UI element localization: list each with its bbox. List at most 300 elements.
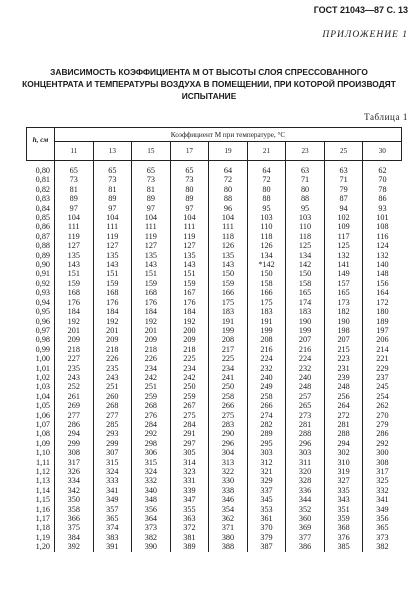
coefficient-cell: 229	[363, 364, 402, 373]
coefficient-cell: 207	[286, 335, 325, 344]
coefficient-cell: 225	[170, 354, 209, 363]
height-cell: 0,82	[35, 184, 50, 194]
height-cell: 0,93	[35, 288, 50, 298]
table-row	[27, 204, 402, 213]
coefficient-cell: 183	[247, 307, 286, 316]
coefficient-cell: 288	[324, 429, 363, 438]
coefficient-cell: 384	[55, 533, 94, 542]
table-row	[27, 335, 402, 344]
height-cell: 0,95	[35, 307, 50, 317]
height-cell: 0,87	[35, 231, 50, 241]
document-title: ЗАВИСИМОСТЬ КОЭФФИЦИЕНТА М ОТ ВЫСОТЫ СЛОЯ СПРЕССОВАННОГО КОНЦЕНТРАТА И ТЕМПЕРАТУРЫ ВОЗДУХА В ПОМЕЩЕНИИ, ПРИ КОТОРОЙ ПРОИЗВОДЯТ ИСПЫТАНИЕ	[22, 67, 396, 101]
coefficient-cell: 119	[93, 232, 132, 241]
coefficient-cell: 143	[132, 260, 171, 269]
coefficient-cell: 345	[247, 495, 286, 504]
appendix-label: ПРИЛОЖЕНИЕ 1	[322, 30, 408, 40]
coefficient-cell: 383	[93, 533, 132, 542]
coefficient-cell: 103	[286, 213, 325, 222]
coefficient-cell: 135	[93, 251, 132, 260]
table-row	[27, 185, 402, 194]
coefficient-cell: 380	[209, 533, 248, 542]
coefficient-cell: 63	[324, 161, 363, 176]
height-cell: 1,20	[35, 542, 50, 552]
coefficient-cell: 201	[55, 326, 94, 335]
coefficient-cell: 209	[93, 335, 132, 344]
coefficient-cell: 373	[132, 523, 171, 532]
coefficient-cell: 374	[93, 523, 132, 532]
coefficient-cell: 303	[286, 448, 325, 457]
coefficient-cell: 95	[286, 204, 325, 213]
table-row	[27, 345, 402, 354]
table-row	[27, 392, 402, 401]
table-row	[27, 269, 402, 278]
coefficient-cell: 231	[324, 364, 363, 373]
coefficient-cell: 323	[170, 467, 209, 476]
table-row	[27, 317, 402, 326]
coefficient-cell: 317	[55, 458, 94, 467]
coefficient-cell: 192	[170, 317, 209, 326]
coefficient-cell: 73	[170, 175, 209, 184]
coefficient-cell: 364	[132, 514, 171, 523]
coefficient-cell: 143	[55, 260, 94, 269]
coefficient-cell: 221	[363, 354, 402, 363]
height-cell: 1,03	[35, 382, 50, 392]
temperature-header-row	[27, 142, 402, 161]
coefficient-cell: 199	[286, 326, 325, 335]
coefficient-cell: 96	[209, 204, 248, 213]
coefficient-table	[26, 127, 402, 552]
coefficient-cell: 260	[93, 392, 132, 401]
coefficient-cell: 289	[247, 429, 286, 438]
height-column-header: h, см	[27, 128, 55, 161]
coefficient-cell: 168	[132, 288, 171, 297]
coefficient-cell: 276	[132, 411, 171, 420]
coefficient-cell: 369	[286, 523, 325, 532]
coefficient-group-header: Коэффициент М при температуре, °С	[55, 128, 402, 142]
coefficient-cell: 235	[93, 364, 132, 373]
coefficient-cell: 78	[363, 185, 402, 194]
coefficient-cell: *142	[247, 260, 286, 269]
coefficient-cell: 119	[170, 232, 209, 241]
coefficient-cell: 331	[170, 476, 209, 485]
coefficient-cell: 158	[286, 279, 325, 288]
coefficient-cell: 389	[170, 542, 209, 551]
coefficient-cell: 333	[93, 476, 132, 485]
coefficient-cell: 335	[324, 486, 363, 495]
coefficient-cell: 209	[170, 335, 209, 344]
coefficient-cell: 284	[132, 420, 171, 429]
coefficient-cell: 132	[324, 251, 363, 260]
coefficient-cell: 81	[55, 185, 94, 194]
coefficient-cell: 348	[132, 495, 171, 504]
coefficient-cell: 248	[286, 382, 325, 391]
height-cell: 1,08	[35, 429, 50, 439]
coefficient-cell: 350	[55, 495, 94, 504]
coefficient-cell: 117	[324, 232, 363, 241]
coefficient-cell: 258	[247, 392, 286, 401]
coefficient-cell: 353	[247, 505, 286, 514]
coefficient-cell: 95	[247, 204, 286, 213]
coefficient-cell: 224	[286, 354, 325, 363]
coefficient-cell: 254	[363, 392, 402, 401]
coefficient-cell: 174	[286, 298, 325, 307]
coefficient-cell: 109	[324, 222, 363, 231]
coefficient-cell: 111	[209, 222, 248, 231]
table-row	[27, 429, 402, 438]
coefficient-cell: 127	[132, 241, 171, 250]
coefficient-cell: 256	[324, 392, 363, 401]
coefficient-cell: 65	[93, 161, 132, 176]
height-cell: 1,16	[35, 504, 50, 514]
coefficient-cell: 72	[209, 175, 248, 184]
coefficient-cell: 326	[55, 467, 94, 476]
coefficient-cell: 192	[132, 317, 171, 326]
coefficient-cell: 157	[324, 279, 363, 288]
table-caption: Таблица 1	[364, 112, 408, 122]
coefficient-cell: 89	[170, 194, 209, 203]
coefficient-cell: 234	[132, 364, 171, 373]
coefficient-cell: 258	[209, 392, 248, 401]
coefficient-cell: 234	[209, 364, 248, 373]
coefficient-cell: 227	[55, 354, 94, 363]
coefficient-cell: 259	[170, 392, 209, 401]
coefficient-cell: 191	[209, 317, 248, 326]
coefficient-cell: 385	[324, 542, 363, 551]
height-cell: 0,91	[35, 269, 50, 279]
coefficient-cell: 111	[170, 222, 209, 231]
coefficient-cell: 275	[170, 411, 209, 420]
height-cell: 0,80	[35, 166, 50, 175]
height-cell: 1,01	[35, 363, 50, 373]
coefficient-cell: 71	[324, 175, 363, 184]
coefficient-cell: 65	[55, 161, 94, 176]
coefficient-cell: 317	[363, 467, 402, 476]
coefficient-cell: 251	[93, 382, 132, 391]
coefficient-cell: 303	[247, 448, 286, 457]
coefficient-cell: 310	[324, 458, 363, 467]
coefficient-cell: 104	[132, 213, 171, 222]
coefficient-cell: 358	[55, 505, 94, 514]
height-cell: 1,15	[35, 495, 50, 505]
coefficient-cell: 294	[55, 429, 94, 438]
coefficient-cell: 346	[209, 495, 248, 504]
coefficient-cell: 286	[55, 420, 94, 429]
coefficient-cell: 97	[132, 204, 171, 213]
height-cell: 1,12	[35, 467, 50, 476]
coefficient-cell: 216	[247, 345, 286, 354]
coefficient-cell: 73	[55, 175, 94, 184]
coefficient-cell: 376	[324, 533, 363, 542]
coefficient-cell: 360	[286, 514, 325, 523]
coefficient-cell: 241	[209, 373, 248, 382]
coefficient-cell: 216	[286, 345, 325, 354]
coefficient-cell: 143	[93, 260, 132, 269]
coefficient-cell: 265	[286, 401, 325, 410]
coefficient-cell: 285	[93, 420, 132, 429]
coefficient-cell: 159	[209, 279, 248, 288]
coefficient-cell: 249	[247, 382, 286, 391]
coefficient-cell: 156	[363, 279, 402, 288]
table-row	[27, 354, 402, 363]
table-row	[27, 476, 402, 485]
coefficient-cell: 72	[247, 175, 286, 184]
table-row	[27, 298, 402, 307]
coefficient-cell: 158	[247, 279, 286, 288]
height-cell: 1,04	[35, 391, 50, 401]
coefficient-cell: 368	[324, 523, 363, 532]
coefficient-cell: 166	[247, 288, 286, 297]
table-row	[27, 495, 402, 504]
coefficient-cell: 312	[247, 458, 286, 467]
coefficient-cell: 192	[55, 317, 94, 326]
coefficient-cell: 382	[132, 533, 171, 542]
coefficient-cell: 298	[132, 439, 171, 448]
coefficient-cell: 328	[286, 476, 325, 485]
coefficient-cell: 308	[55, 448, 94, 457]
height-cell: 1,05	[35, 401, 50, 411]
coefficient-cell: 86	[363, 194, 402, 203]
height-cell: 0,88	[35, 241, 50, 251]
coefficient-cell: 159	[170, 279, 209, 288]
coefficient-cell: 168	[55, 288, 94, 297]
height-cell: 0,99	[35, 344, 50, 354]
coefficient-cell: 150	[286, 269, 325, 278]
coefficient-cell: 118	[247, 232, 286, 241]
coefficient-cell: 351	[324, 505, 363, 514]
coefficient-cell: 217	[209, 345, 248, 354]
coefficient-cell: 207	[324, 335, 363, 344]
coefficient-cell: 268	[132, 401, 171, 410]
coefficient-cell: 218	[132, 345, 171, 354]
table-row	[27, 382, 402, 391]
coefficient-cell: 361	[247, 514, 286, 523]
coefficient-cell: 342	[55, 486, 94, 495]
coefficient-cell: 168	[93, 288, 132, 297]
coefficient-cell: 313	[209, 458, 248, 467]
table-row	[27, 288, 402, 297]
coefficient-cell: 218	[93, 345, 132, 354]
coefficient-cell: 143	[209, 260, 248, 269]
coefficient-cell: 295	[247, 439, 286, 448]
coefficient-cell: 200	[170, 326, 209, 335]
coefficient-cell: 391	[93, 542, 132, 551]
coefficient-cell: 73	[132, 175, 171, 184]
coefficient-cell: 218	[170, 345, 209, 354]
table-row	[27, 213, 402, 222]
coefficient-cell: 314	[170, 458, 209, 467]
coefficient-cell: 362	[209, 514, 248, 523]
coefficient-cell: 134	[286, 251, 325, 260]
coefficient-cell: 349	[363, 505, 402, 514]
coefficient-cell: 363	[170, 514, 209, 523]
coefficient-cell: 97	[170, 204, 209, 213]
coefficient-cell: 183	[286, 307, 325, 316]
coefficient-cell: 251	[132, 382, 171, 391]
coefficient-cell: 240	[286, 373, 325, 382]
coefficient-cell: 292	[363, 439, 402, 448]
coefficient-cell: 288	[286, 429, 325, 438]
coefficient-cell: 248	[324, 382, 363, 391]
coefficient-cell: 135	[209, 251, 248, 260]
height-cell: 1,07	[35, 419, 50, 429]
height-cell: 0,96	[35, 316, 50, 326]
height-cell: 0,98	[35, 335, 50, 345]
coefficient-cell: 110	[247, 222, 286, 231]
coefficient-cell: 344	[286, 495, 325, 504]
height-cell: 0,97	[35, 325, 50, 335]
coefficient-cell: 234	[170, 364, 209, 373]
coefficient-cell: 272	[324, 411, 363, 420]
coefficient-cell: 88	[247, 194, 286, 203]
coefficient-cell: 262	[363, 401, 402, 410]
table-row	[27, 542, 402, 551]
coefficient-cell: 176	[93, 298, 132, 307]
coefficient-cell: 127	[55, 241, 94, 250]
coefficient-cell: 349	[93, 495, 132, 504]
coefficient-cell: 268	[93, 401, 132, 410]
coefficient-cell: 79	[324, 185, 363, 194]
coefficient-cell: 80	[170, 185, 209, 194]
table-row	[27, 241, 402, 250]
coefficient-cell: 235	[55, 364, 94, 373]
coefficient-cell: 89	[93, 194, 132, 203]
coefficient-cell: 184	[170, 307, 209, 316]
coefficient-cell: 387	[247, 542, 286, 551]
coefficient-cell: 347	[170, 495, 209, 504]
coefficient-cell: 277	[93, 411, 132, 420]
coefficient-cell: 332	[363, 486, 402, 495]
coefficient-cell: 226	[93, 354, 132, 363]
table-row	[27, 326, 402, 335]
temperature-header: 11	[55, 142, 94, 161]
coefficient-cell: 198	[324, 326, 363, 335]
coefficient-cell: 164	[363, 288, 402, 297]
coefficient-cell: 223	[324, 354, 363, 363]
table-row	[27, 505, 402, 514]
coefficient-cell: 126	[247, 241, 286, 250]
coefficient-cell: 104	[93, 213, 132, 222]
coefficient-cell: 118	[286, 232, 325, 241]
coefficient-cell: 165	[324, 288, 363, 297]
coefficient-cell: 151	[170, 269, 209, 278]
coefficient-cell: 225	[209, 354, 248, 363]
coefficient-cell: 352	[286, 505, 325, 514]
coefficient-cell: 305	[170, 448, 209, 457]
coefficient-cell: 206	[363, 335, 402, 344]
table-row	[27, 222, 402, 231]
coefficient-cell: 65	[132, 161, 171, 176]
coefficient-cell: 372	[170, 523, 209, 532]
coefficient-cell: 108	[363, 222, 402, 231]
coefficient-cell: 281	[324, 420, 363, 429]
coefficient-cell: 116	[363, 232, 402, 241]
coefficient-cell: 250	[170, 382, 209, 391]
coefficient-cell: 180	[363, 307, 402, 316]
coefficient-cell: 150	[247, 269, 286, 278]
coefficient-cell: 388	[209, 542, 248, 551]
coefficient-cell: 87	[324, 194, 363, 203]
coefficient-cell: 294	[324, 439, 363, 448]
coefficient-cell: 104	[209, 213, 248, 222]
coefficient-cell: 184	[132, 307, 171, 316]
coefficient-cell: 359	[324, 514, 363, 523]
table-row	[27, 307, 402, 316]
coefficient-cell: 290	[209, 429, 248, 438]
coefficient-cell: 239	[324, 373, 363, 382]
coefficient-cell: 94	[324, 204, 363, 213]
coefficient-cell: 118	[209, 232, 248, 241]
coefficient-cell: 65	[170, 161, 209, 176]
coefficient-cell: 88	[209, 194, 248, 203]
height-cell: 1,10	[35, 448, 50, 458]
coefficient-cell: 302	[324, 448, 363, 457]
coefficient-cell: 259	[132, 392, 171, 401]
coefficient-cell: 80	[209, 185, 248, 194]
coefficient-cell: 172	[363, 298, 402, 307]
height-cell: 1,09	[35, 438, 50, 448]
coefficient-cell: 141	[324, 260, 363, 269]
coefficient-cell: 176	[55, 298, 94, 307]
coefficient-cell: 142	[286, 260, 325, 269]
coefficient-cell: 315	[93, 458, 132, 467]
coefficient-cell: 151	[55, 269, 94, 278]
coefficient-cell: 184	[55, 307, 94, 316]
table-row	[27, 251, 402, 260]
coefficient-cell: 311	[286, 458, 325, 467]
table-row	[27, 373, 402, 382]
height-cell: 0,86	[35, 222, 50, 232]
coefficient-cell: 339	[170, 486, 209, 495]
coefficient-cell: 64	[247, 161, 286, 176]
temperature-header: 13	[93, 142, 132, 161]
coefficient-cell: 127	[170, 241, 209, 250]
coefficient-cell: 315	[132, 458, 171, 467]
height-cell: 1,18	[35, 523, 50, 533]
coefficient-cell: 63	[286, 161, 325, 176]
coefficient-cell: 182	[324, 307, 363, 316]
coefficient-cell: 297	[170, 439, 209, 448]
coefficient-cell: 189	[363, 317, 402, 326]
temperature-header: 17	[170, 142, 209, 161]
coefficient-cell: 284	[170, 420, 209, 429]
coefficient-cell: 89	[55, 194, 94, 203]
coefficient-cell: 266	[247, 401, 286, 410]
coefficient-cell: 190	[286, 317, 325, 326]
coefficient-cell: 252	[55, 382, 94, 391]
coefficient-cell: 183	[209, 307, 248, 316]
temperature-header: 21	[247, 142, 286, 161]
table-row	[27, 420, 402, 429]
height-cell: 0,92	[35, 278, 50, 288]
coefficient-cell: 173	[324, 298, 363, 307]
height-cell: 1,14	[35, 485, 50, 495]
coefficient-cell: 338	[209, 486, 248, 495]
coefficient-cell: 192	[93, 317, 132, 326]
coefficient-cell: 355	[170, 505, 209, 514]
coefficient-cell: 73	[93, 175, 132, 184]
coefficient-cell: 89	[132, 194, 171, 203]
coefficient-cell: 201	[132, 326, 171, 335]
table-row	[27, 232, 402, 241]
coefficient-cell: 299	[93, 439, 132, 448]
coefficient-cell: 390	[132, 542, 171, 551]
temperature-header: 30	[363, 142, 402, 161]
height-cell: 0,85	[35, 213, 50, 223]
coefficient-cell: 111	[132, 222, 171, 231]
coefficient-cell: 291	[170, 429, 209, 438]
coefficient-cell: 88	[286, 194, 325, 203]
coefficient-cell: 240	[247, 373, 286, 382]
